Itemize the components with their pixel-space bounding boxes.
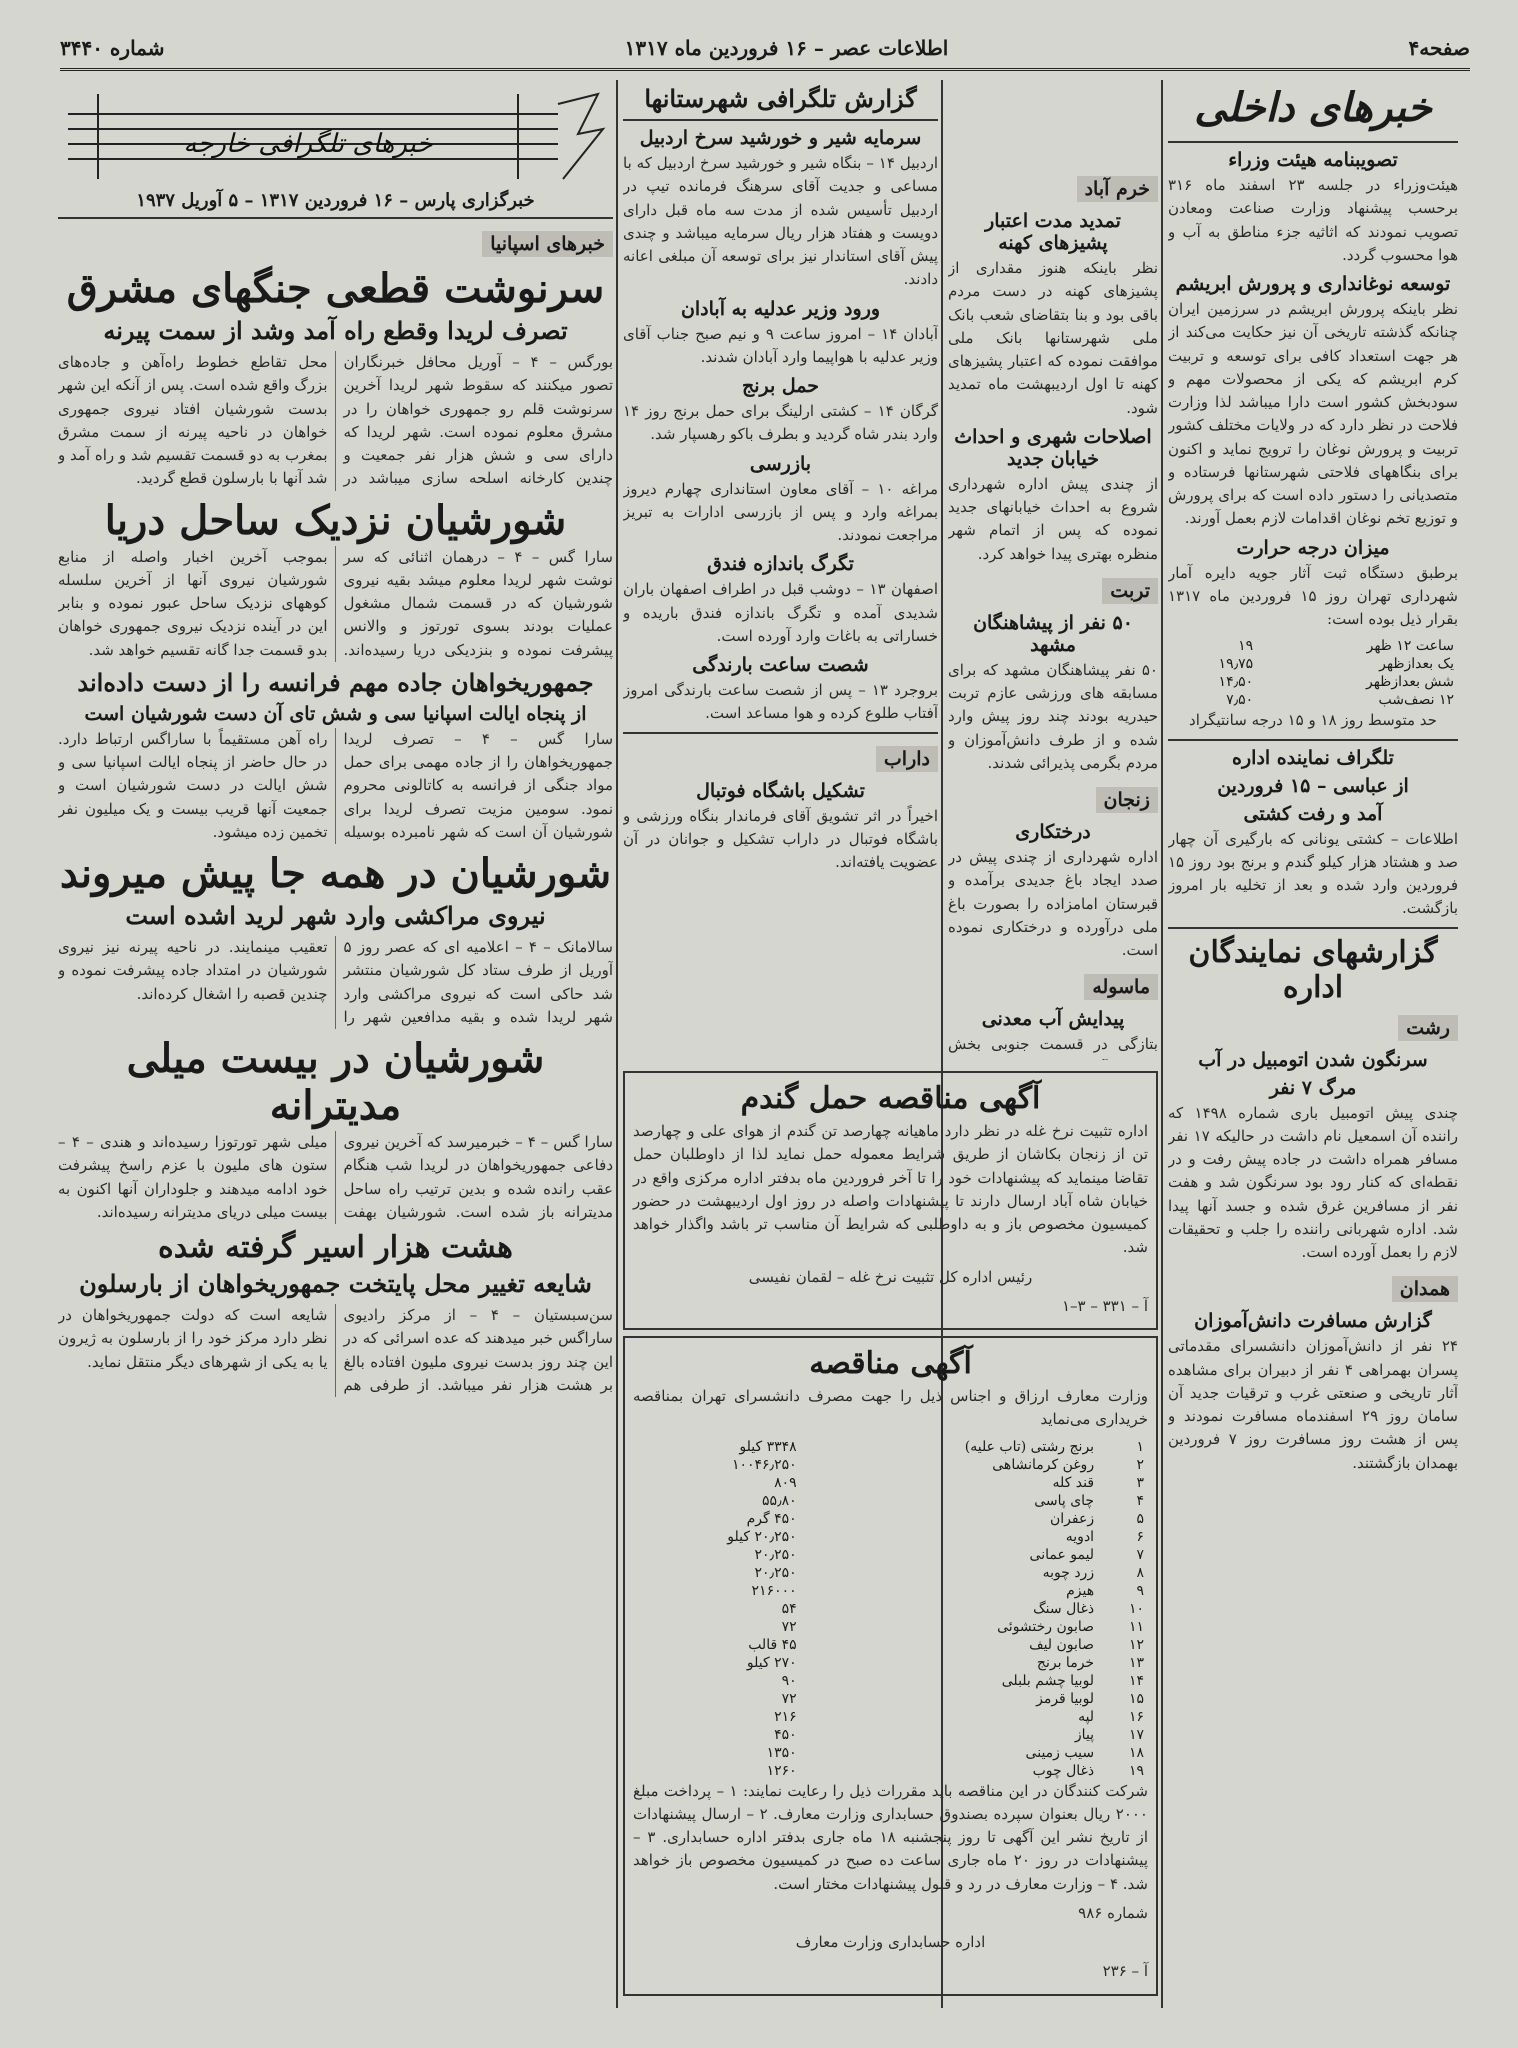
table-row xyxy=(633,1618,1148,1636)
item-name: سیب زمینی xyxy=(1025,1744,1095,1761)
tender-ad-text: شرکت کنندگان در این مناقصه باید مقررات ذیل را رعایت نمایند: ۱ – پرداخت مبلغ ۲۰۰۰ ریال بعنوان سپرده بصندوق حسابداری وزارت معارف. ۲ – ارسال پیشنهادات از تاریخ نشر این آگهی تا روز پنجشنبه ۱۸ ماه جاری بدفتر اداره حسابداری. ۳ – پیشنهادات در روز ۲۰ ماه جاری ساعت ده صبح در کمیسیون مخصوص باز خواهد شد. ۴ – وزارت معارف در رد و قبول پیشنهادات مختار است. xyxy=(633,1781,1149,1893)
city-label-torbat: تربت xyxy=(1102,578,1158,604)
wheat-ad-ref: آ – ۳۳۱ – ۳–۱ xyxy=(1061,1296,1148,1315)
item-quantity: ۷۲ xyxy=(781,1690,797,1707)
hamadan-text: ۲۴ نفر از دانش‌آموزان دانشسرای مقدماتی پسران بهمراهی ۴ نفر از دبیران برای مشاهده آثار تاریخی و صنعتی غرب و ترقیات جدید آن سامان روز ۲۹ اسفندماه مسافرت نمودند و پس از هشت روز مسافرت روز ۷ فروردین بهمدان بازگشتند. xyxy=(1168,1337,1458,1472)
tel-sub2: آمد و رفت کشتی xyxy=(1243,802,1383,825)
domestic-column xyxy=(1168,80,1458,2008)
football-heading: تشکیل باشگاه فوتبال xyxy=(696,779,865,802)
coins-heading: تمدید مدت اعتبار پشیزهای کهنه xyxy=(985,210,1121,254)
item-name: روغن کرمانشاهی xyxy=(992,1456,1095,1473)
item-quantity: ۱۲۶۰ xyxy=(766,1762,797,1779)
item-number: ۶ xyxy=(1136,1528,1144,1545)
mineral-heading: پیدایش آب معدنی xyxy=(981,1008,1125,1031)
item-name: ذغال چوب xyxy=(1032,1762,1095,1779)
inspection-text: مراغه ۱۰ – آقای معاون استانداری چهارم دیروز بمراغه وارد و پس از بازرسی ادارات به تبریز مراجعت نمودند. xyxy=(623,479,938,544)
story6-sub: شایعه تغییر محل پایتخت جمهوریخواهان از بارسلون xyxy=(79,1269,592,1298)
scouts-heading: ۵۰ نفر از پیشاهنگان مشهد xyxy=(973,611,1133,656)
wheat-ad xyxy=(623,1071,1158,1330)
item-name: هیزم xyxy=(1066,1582,1095,1599)
story3-text: سارا گس – ۴ – تصرف لریدا جمهوریخواهان را از جاده مهمی برای حمل مواد جنگی از فرانسه به کاتالونی محروم نمود. سومین مزیت تصرف لریدا برای شورشیان آن است که شهر نامبرده بوسیله راه آهن مستقیماً با ساراگس ارتباط دارد. در حال حاضر از پنجاه ایالت اسپانیا سی و شش ایالت در دست شورشیان است و جمعیت آنها قریب بیست و یک میلیون نفر تخمین زده میشود. xyxy=(58,729,613,841)
item-quantity: ۴۵۰ گرم xyxy=(746,1510,797,1527)
tel-text: اطلاعات – کشتی یونانی که بارگیری آن چهار صد و هشتاد هزار کیلو گندم و برنج بود روز ۱۵ فروردین وارد شده و بعد از تخلیه بار امروز بازگشت. xyxy=(1168,829,1458,918)
local-column xyxy=(948,80,1158,1060)
item-number: ۹ xyxy=(1136,1582,1144,1599)
item-number: ۱۰ xyxy=(1128,1600,1144,1617)
temperature-text: برطبق دستگاه ثبت آثار جویه دایره آمار شهرداری تهران روز ۱۵ فروردین ماه ۱۳۱۷ بقرار ذیل بوده است: xyxy=(1168,563,1458,628)
table-row xyxy=(633,1528,1148,1546)
item-name: زرد چوبه xyxy=(1042,1564,1095,1581)
item-quantity: ۴۵۰ xyxy=(774,1726,797,1743)
temp-note: حد متوسط روز ۱۸ و ۱۵ درجه سانتیگراد xyxy=(1189,711,1437,730)
item-number: ۱۴ xyxy=(1128,1672,1144,1689)
football-text: اخیراً در اثر تشویق آقای فرماندار بنگاه ورزشی و باشگاه فوتبال در داراب تشکیل و جوانان در آن عضویت یافته‌اند. xyxy=(623,806,938,871)
city-label-darab: داراب xyxy=(876,746,938,772)
divider xyxy=(623,732,938,734)
item-name: لوبیا قرمز xyxy=(1036,1690,1095,1707)
divider xyxy=(1168,141,1458,143)
table-row xyxy=(633,1672,1148,1690)
provinces-title: گزارش تلگرافی شهرستانها xyxy=(644,84,917,113)
telegraph-banner-art xyxy=(58,84,613,184)
story2-text: سارا گس – ۴ – درهمان اثنائی که سر نوشت شهر لریدا معلوم میشد بقیه نیروی شورشیان که در قسمت شمال مشغول عملیات بودند بسوی تورتوز و والانس پیشرفت نموده و بنزدیکی دریا رسیده‌اند. بموجب آخرین اخبار واصله از منابع شورشیان نیروی آنها از آخرین سلسله کوههای نزدیک ساحل عبور نموده و بنابر این در آینده نزدیک نیروی جمهوری خواهان بدو قسمت جدا گانه تقسیم خواهد شد. xyxy=(58,547,613,659)
item-quantity: ۲۰٫۲۵۰ xyxy=(754,1564,797,1581)
item-name: پیاز xyxy=(1074,1726,1095,1743)
item-name: قند کله xyxy=(1052,1474,1095,1491)
item-number: ۷ xyxy=(1136,1546,1144,1563)
table-row xyxy=(633,1690,1148,1708)
story3-sub: از پنجاه ایالت اسپانیا سی و شش تای آن دست شورشیان است xyxy=(84,702,587,725)
masthead-date: اطلاعات عصر – ۱۶ فروردین ماه ۱۳۱۷ xyxy=(624,36,949,60)
divider xyxy=(1168,927,1458,929)
inspection-heading: بازرسی xyxy=(749,452,812,475)
page-number: صفحه۴ xyxy=(1408,36,1470,60)
item-number: ۵ xyxy=(1136,1510,1144,1527)
item-name: ادویه xyxy=(1065,1528,1095,1545)
table-row xyxy=(1168,637,1458,655)
hamadan-sub: گزارش مسافرت دانش‌آموزان xyxy=(1194,1310,1432,1333)
item-number: ۱۳ xyxy=(1128,1654,1144,1671)
temperature-table xyxy=(1168,637,1458,709)
story6-text: سن‌سبستیان – ۴ – از مرکز رادیوی ساراگس خبر میدهند که عده اسرائی که در این چند روز بدست نیروی ملیون افتاده بالغ بر هشت هزار نفر میباشد. از طرفی هم شایعه است که دولت جمهوریخواهان در نظر دارد مرکز خود را از بارسلون به ژیرون یا به یکی از شهرهای دیگر منتقل نماید. xyxy=(58,1306,613,1394)
item-number: ۱ xyxy=(1136,1438,1144,1455)
item-quantity: ۲۱۶۰۰۰ xyxy=(751,1582,797,1599)
item-number: ۲ xyxy=(1136,1456,1144,1473)
temp-value: ۱۴٫۵۰ xyxy=(1218,674,1254,691)
tender-ad-code: آ – ۲۳۶ xyxy=(1102,1962,1148,1981)
rasht-heading: سرنگون شدن اتومبیل در آب xyxy=(1198,1048,1428,1071)
foreign-column xyxy=(58,80,613,2008)
temp-label: یک بعدازظهر xyxy=(1379,656,1454,673)
abadan-heading: ورود وزیر عدلیه به آبادان xyxy=(680,297,881,320)
rice-heading: حمل برنج xyxy=(741,375,820,397)
story2-heading: شورشیان نزدیک ساحل دریا xyxy=(104,496,567,544)
street-text: از چندی پیش اداره شهرداری شروع به احداث خیابانهای جدید نموده که پس از اتمام شهر منظره بهتری پیدا خواهد کرد. xyxy=(948,474,1158,563)
item-name: صابون لیف xyxy=(1029,1636,1095,1653)
item-quantity: ۲۱۶ xyxy=(774,1708,797,1725)
item-quantity: ۲۰٫۲۵۰ کیلو xyxy=(727,1528,797,1545)
temp-label: شش بعدازظهر xyxy=(1366,674,1454,691)
temp-value: ۷٫۵۰ xyxy=(1226,692,1254,709)
tender-ad-sign: اداره حسابداری وزارت معارف xyxy=(795,1933,986,1951)
story6-heading: هشت هزار اسیر گرفته شده xyxy=(157,1230,513,1265)
scouts-text: ۵۰ نفر پیشاهنگان مشهد که برای مسابقه های ورزشی عازم تربت حیدریه بودند چند روز پیش وارد شده و از طرف دانش‌آموزان و مردم بگرمی پذیرائی شدند. xyxy=(948,660,1158,772)
item-number: ۴ xyxy=(1136,1492,1144,1509)
tender-ad-ref: شماره ۹۸۶ xyxy=(1078,1903,1148,1922)
foreign-banner xyxy=(58,84,613,184)
divider xyxy=(1168,739,1458,741)
item-name: صابون رختشوئی xyxy=(997,1618,1095,1635)
city-label-zanjan: زنجان xyxy=(1096,787,1158,813)
story1-text: بورگس – ۴ – آوریل محافل خبرنگاران تصور میکنند که سقوط شهر لریدا آخرین سرنوشت قلم رو جمهوری خواهان را در مشرق معلوم نموده است. شهر لریدا که دارای سی و شش هزار نفر جمعیت و چندین کارخانه اسلحه سازی میباشد در محل تقاطع خطوط راه‌آهن و جاده‌های بزرگ واقع شده است. پس از آنکه این شهر بدست شورشیان افتاد نیروی جمهوری خواهان در ناحیه پیرنه از سمت مشرق بمغرب به دو قسمت تقسیم شد و راه آمد و شد آنها با بارسلون قطع گردید. xyxy=(58,353,613,488)
temperature-heading: میزان درجه حرارت xyxy=(1236,536,1390,559)
item-number: ۱۷ xyxy=(1128,1726,1144,1743)
column-rule xyxy=(1161,80,1163,2008)
table-row xyxy=(1168,673,1458,691)
hail-text: اصفهان ۱۳ – دوشب قبل در اطراف اصفهان باران شدیدی آمده و تگرگ باندازه فندق باریده و خساراتی به باغات وارد آورده است. xyxy=(623,580,938,645)
trees-heading: درختکاری xyxy=(1015,821,1091,843)
banner-title: خبرهای تلگرافی خارجه xyxy=(183,129,433,159)
item-name: زعفران xyxy=(1049,1510,1095,1527)
table-row xyxy=(633,1654,1148,1672)
street-heading: اصلاحات شهری و احداث خیابان جدید xyxy=(954,425,1152,470)
provinces-column xyxy=(623,80,938,1060)
tender-ad xyxy=(623,1336,1158,1996)
temp-value: ۱۹٫۷۵ xyxy=(1218,656,1254,673)
item-quantity: ۳۳۴۸ کیلو xyxy=(739,1438,797,1455)
story1-heading: سرنوشت قطعی جنگهای مشرق xyxy=(66,265,605,312)
table-row xyxy=(633,1636,1148,1654)
item-quantity: ۵۵٫۸۰ xyxy=(762,1492,797,1509)
item-quantity: ۱۰۰۴۶٫۲۵۰ xyxy=(731,1456,797,1473)
table-row xyxy=(633,1474,1148,1492)
item-name: چای پاسی xyxy=(1034,1492,1095,1509)
rain-text: بروجرد ۱۳ – پس از شصت ساعت بارندگی امروز آفتاب طلوع کرده و هوا مساعد است. xyxy=(623,681,938,723)
ads-column xyxy=(623,1065,1158,2008)
trees-text: اداره شهرداری از چندی پیش در صدد ایجاد باغ جدیدی برآمده و قبرستان امامزاده را بصورت باغ ملی درآورده و درختکاری نموده است. xyxy=(948,848,1158,959)
table-row xyxy=(1168,655,1458,673)
item-name: لوبیا چشم بلبلی xyxy=(1001,1672,1095,1689)
story4-text: سالامانک – ۴ – اعلامیه ای که عصر روز ۵ آوریل از طرف ستاد کل شورشیان منتشر شد حاکی است که نیروی مراکشی وارد شهر لریدا شده و بقیه مدافعین شهر را تعقیب مینمایند. در ناحیه پیرنه نیز نیروی شورشیان در امتداد جاده پیشرفت نموده و چندین قصبه را اشغال کرده‌اند. xyxy=(58,938,613,1026)
table-row xyxy=(633,1762,1148,1780)
item-quantity: ۲۰٫۲۵۰ xyxy=(754,1546,797,1563)
item-number: ۱۹ xyxy=(1128,1762,1144,1779)
item-number: ۳ xyxy=(1136,1474,1144,1491)
item-quantity: ۵۴ xyxy=(781,1600,797,1617)
table-row xyxy=(633,1564,1148,1582)
table-row xyxy=(633,1456,1148,1474)
correspondents-title: گزارشهای نمایندگان اداره xyxy=(1188,934,1438,1005)
item-quantity: ۴۵ قالب xyxy=(748,1636,797,1653)
temp-label: ساعت ۱۲ ظهر xyxy=(1366,638,1454,655)
temp-label: ۱۲ نصف‌شب xyxy=(1378,692,1454,709)
story5-text: سارا گس – ۴ – خبرمیرسد که آخرین نیروی دفاعی جمهوریخواهان در لریدا شب هنگام عقب رانده شده و بدین ترتیب راه ساحل مدیترانه باز شده است. شورشیان بهفت میلی شهر تورتوزا رسیده‌اند و هندی – ۴ – ستون های ملیون با عزم راسخ پیشرفت خود ادامه میدهند و جلوداران آنها اکنون به بیست میلی دریای مدیترانه رسیده‌اند. xyxy=(58,1133,613,1221)
divider xyxy=(58,217,613,219)
item-quantity: ۷۲ xyxy=(781,1618,797,1635)
story5-heading: شورشیان در بیست میلی مدیترانه xyxy=(126,1035,545,1129)
item-name: لپه xyxy=(1078,1708,1095,1725)
item-quantity: ۱۳۵۰ xyxy=(766,1744,797,1761)
table-row xyxy=(633,1546,1148,1564)
table-row xyxy=(633,1438,1148,1456)
item-name: خرما برنج xyxy=(1036,1654,1095,1671)
rasht-sub: مرگ ۷ نفر xyxy=(1269,1076,1357,1099)
rasht-text: چندی پیش اتومبیل باری شماره ۱۴۹۸ که راننده آن اسمعیل نام داشت در حالیکه ۱۷ نفر مسافر همراه داشت در جاده پیش رفت و در نقطه‌ای که کنار رود بود سرنگون شد و هفت نفر از مسافرین غرق شده و جسد آنها پیدا شد. اداره شهربانی راننده را جلب و تحقیقات لازم را بعمل آورده است. xyxy=(1168,1103,1458,1261)
item-number: ۱۲ xyxy=(1128,1636,1144,1653)
mineral-text: بتازگی در قسمت جنوبی بخش xyxy=(948,1035,1158,1054)
city-label-rasht: رشت xyxy=(1398,1015,1458,1041)
silk-text: نظر باینکه پرورش ابریشم در سرزمین ایران چنانکه گذشته تاریخی آن نیز حکایت می‌کند از هر جهت استعداد کافی برای توسعه و تربیت کرم ابریشم که یکی از محصولات مهم و سودبخش کشور است دارا میباشد لذا وزارت فلاحت در نظر دارد که در ولایات مختلف کشور تربیت و پرورش نوغان را ترویج نماید و اکنون برای بنگاههای فلاحتی شهرستانها فرستاده و متصدیانی را دستور داده است که برای پرورش و توزیع تخم نوغان اقدامات لازم بعمل آورند. xyxy=(1168,300,1458,528)
item-quantity: ۲۷۰ کیلو xyxy=(746,1654,797,1671)
city-label-hamadan: همدان xyxy=(1392,1276,1458,1302)
table-row xyxy=(633,1492,1148,1510)
wheat-ad-sign: رئیس اداره کل تثبیت نرخ غله – لقمان نفیسی xyxy=(748,1267,1033,1286)
table-row xyxy=(633,1582,1148,1600)
table-row xyxy=(633,1726,1148,1744)
cabinet-text: هیئت‌وزراء در جلسه ۲۳ اسفند ماه ۳۱۶ برحسب پیشنهاد وزارت صناعت ومعادن تصویب نمودند که اثاثیه جزء مناطق به آب و هوا محسوب گردد. xyxy=(1168,176,1458,264)
hail-heading: تگرگ باندازه فندق xyxy=(707,553,854,576)
ardabil-heading: سرمایه شیر و خورشید سرخ اردبیل xyxy=(639,127,922,149)
item-name: لیمو عمانی xyxy=(1029,1546,1095,1563)
item-number: ۱۸ xyxy=(1128,1744,1144,1761)
spain-section-label: خبرهای اسپانیا xyxy=(482,231,613,257)
page-header xyxy=(60,28,1470,71)
tel-sub: از عباسی – ۱۵ فروردین xyxy=(1217,774,1409,797)
coins-text: نظر باینکه هنوز مقداری از پشیزهای کهنه در دست مردم باقی بود و بنا بتقاضای شعب بانک ملی شهرستانها بانک ملی موافقت نموده که اعتبار پشیزهای کهنه تا اول اردیبهشت ماه تمدید شود. xyxy=(948,259,1158,417)
issue-number: شماره ۳۴۴۰ xyxy=(60,36,165,60)
item-number: ۱۶ xyxy=(1128,1708,1144,1725)
table-row xyxy=(1168,691,1458,709)
rice-text: گرگان ۱۴ – کشتی ارلینگ برای حمل برنج روز ۱۴ وارد بندر شاه گردید و بطرف باکو رهسپار شد. xyxy=(623,402,938,444)
tel-heading: تلگراف نماینده اداره xyxy=(1232,746,1394,769)
tender-ad-title: آگهی مناقصه xyxy=(809,1346,972,1381)
item-quantity: ۹۰ xyxy=(781,1672,797,1689)
item-name: ذغال سنگ xyxy=(1033,1600,1095,1617)
rain-heading: شصت ساعت بارندگی xyxy=(692,654,869,676)
wheat-ad-title: آگهی مناقصه حمل گندم xyxy=(740,1081,1041,1116)
story1-sub: تصرف لریدا وقطع راه آمد وشد از سمت پیرنه xyxy=(103,316,568,345)
ardabil-text: اردبیل ۱۴ – بنگاه شیر و خورشید سرخ اردبیل که با مساعی و جدیت آقای سرهنگ فرمانده تیپ در اردبیل تأسیس شده از مدت سه ماه قبل دارای دویست و هفتاد هزار ریال سرمایه میباشد و چندی پیش آقای استاندار نیز برای توسعه آن مبلغی اعانه دادند. xyxy=(623,154,938,289)
tender-table xyxy=(633,1438,1148,1780)
domestic-title: خبرهای داخلی xyxy=(1194,84,1432,131)
cabinet-heading: تصویبنامه هیئت وزراء xyxy=(1228,149,1398,171)
table-row xyxy=(633,1600,1148,1618)
abadan-text: آبادان ۱۴ – امروز ساعت ۹ و نیم صبح جناب آقای وزیر عدلیه با هواپیما وارد آبادان شدند. xyxy=(623,324,938,366)
tender-ad-intro: وزارت معارف ارزاق و اجناس ذیل را جهت مصرف دانشسرای تهران بمناقصه خریداری می‌نماید xyxy=(633,1387,1148,1429)
story4-sub: نیروی مراکشی وارد شهر لرید اشده است xyxy=(125,901,546,930)
temp-value: ۱۹ xyxy=(1238,638,1254,655)
foreign-dateline: خبرگزاری پارس – ۱۶ فروردین ۱۳۱۷ – ۵ آوریل ۱۹۳۷ xyxy=(136,190,535,211)
divider xyxy=(623,119,938,121)
city-label-masouleh: ماسوله xyxy=(1084,974,1158,1000)
item-number: ۸ xyxy=(1136,1564,1144,1581)
silk-heading: توسعه نوغانداری و پرورش ابریشم xyxy=(1175,273,1451,295)
city-label-khorramabad: خرم آباد xyxy=(1077,176,1158,202)
story3-heading: جمهوریخواهان جاده مهم فرانسه را از دست داده‌اند xyxy=(77,667,594,697)
table-row xyxy=(633,1744,1148,1762)
story4-heading: شورشیان در همه جا پیش میروند xyxy=(59,850,612,897)
item-number: ۱۵ xyxy=(1128,1690,1144,1707)
table-row xyxy=(633,1708,1148,1726)
column-rule xyxy=(616,80,618,2008)
wheat-ad-text: اداره تثبیت نرخ غله در نظر دارد ماهیانه چهارصد تن گندم از هوای علی و چهارصد تن از زنجان بکاشان از طریق شرایط معموله حمل نماید لذا از داوطلبان حمل تقاضا مینماید که پیشنهادات خود را تا آخر فروردین ماه بدفتر اداره مرکزی واقع در خیابان شاه آباد ارسال دارند تا پیشنهادات واصله در روز اول اردیبهشت در حضور کمیسیون مخصوص باز و به داوطلبی که شرایط آن مناسب تر باشد واگذار خواهد شد. xyxy=(633,1122,1148,1257)
item-quantity: ۸۰۹ xyxy=(774,1474,797,1491)
item-name: برنج رشتی (تاب علیه) xyxy=(964,1438,1095,1455)
item-number: ۱۱ xyxy=(1128,1618,1144,1635)
table-row xyxy=(633,1510,1148,1528)
